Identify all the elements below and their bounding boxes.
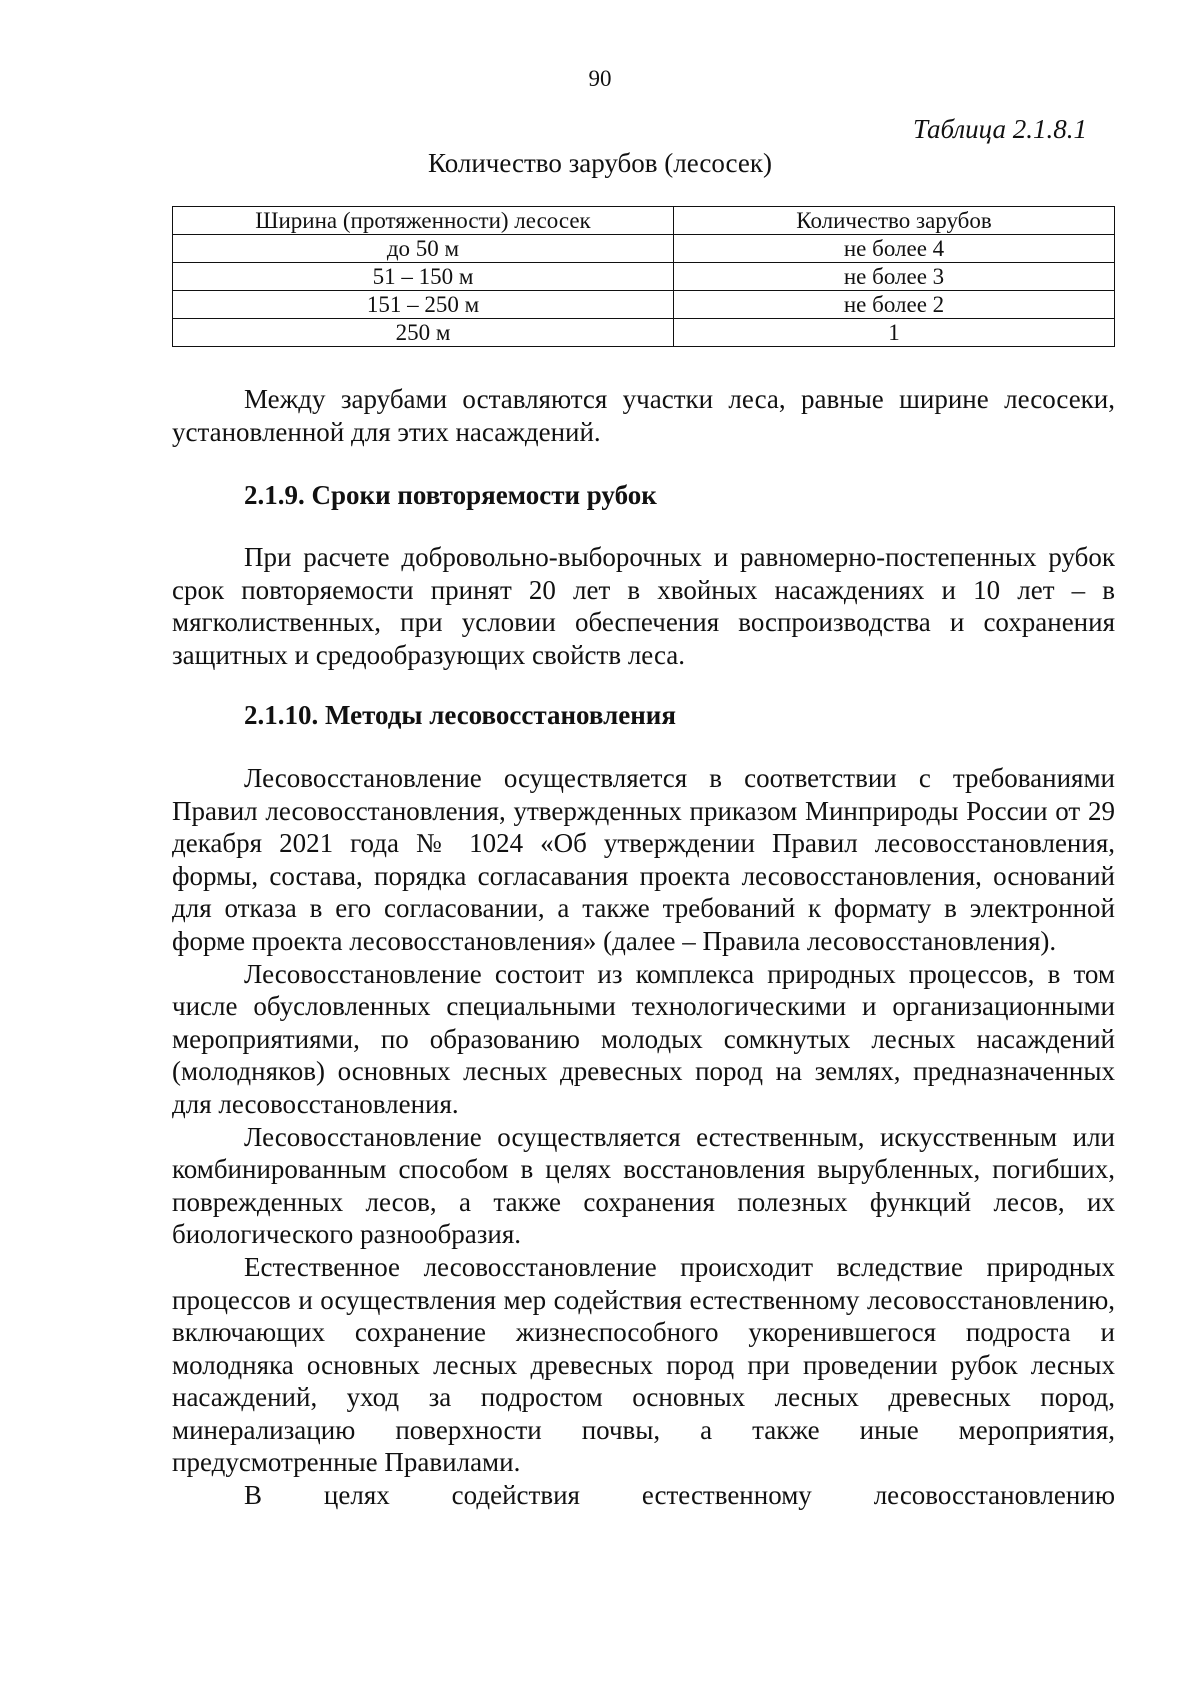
table-row (173, 263, 1115, 291)
table-cell-width: 250 м (173, 319, 674, 347)
table-row (173, 319, 1115, 347)
section-2-1-9-body (172, 541, 1115, 671)
page-number: 90 (588, 66, 612, 91)
table-cell-count: 1 (674, 319, 1115, 347)
intro-block (172, 383, 1115, 448)
table-cell-width: 151 – 250 м (173, 291, 674, 319)
table-cell-width: 51 – 150 м (173, 263, 674, 291)
table-header-width: Ширина (протяженности) лесосек (173, 207, 674, 235)
section-2-1-10-body (172, 762, 1115, 1512)
cuttings-table (172, 206, 1115, 347)
section-2-1-9-paragraph: При расчете добровольно-выборочных и равномерно-постепенных рубок срок повторяемости принят 20 лет в хвойных насаждениях и 10 лет – в мягколиственных, при условии обеспечения воспроизводства и сохранения защитных и средообразующих свойств леса. (172, 542, 1115, 670)
table-header-count: Количество зарубов (674, 207, 1115, 235)
table-caption: Количество зарубов (лесосек) (428, 148, 772, 178)
table-cell-count: не более 2 (674, 291, 1115, 319)
body-paragraph: Лесовосстановление осуществляется естественным, искусственным или комбинированным способом в целях восстановления вырубленных, погибших, поврежденных лесов, а также сохранения полезных функций лесов, их биологического разнообразия. (172, 1121, 1115, 1250)
table-cell-count: не более 3 (674, 263, 1115, 291)
body-paragraph: Естественное лесовосстановление происходит вследствие природных процессов и осуществления мер содействия естественному лесовосстановлению, включающих сохранение жизнеспособного укоренившегося подроста и молодняка основных лесных древесных пород при проведении рубок лесных насаждений, уход за подростом основных лесных древесных пород, минерализацию поверхности почвы, а также иные мероприятия, предусмотренные Правилами. (172, 1251, 1115, 1478)
body-paragraph-continued: В целях содействия естественному лесовосстановлению (244, 1480, 1115, 1511)
intro-paragraph: Между зарубами оставляются участки леса, равные ширине лесосеки, установленной для этих насаждений. (172, 384, 1115, 447)
table-label: Таблица 2.1.8.1 (912, 114, 1087, 144)
body-paragraph: Лесовосстановление осуществляется в соответствии с требованиями Правил лесовосстановления, утвержденных приказом Минприроды России от 29 декабря 2021 года № 1024 «Об утверждении Правил лесовосстановления, формы, состава, порядка согласавания проекта лесовосстановления, оснований для отказа в его согласовании, а также требований к формату в электронной форме проекта лесовосстановления» (далее – Правила лесовосстановления). (172, 763, 1115, 956)
table-row (173, 291, 1115, 319)
table-row (173, 235, 1115, 263)
table-cell-width: до 50 м (173, 235, 674, 263)
table-cell-count: не более 4 (674, 235, 1115, 263)
section-heading-2-1-10: 2.1.10. Методы лесовосстановления (244, 700, 676, 730)
section-heading-2-1-9: 2.1.9. Сроки повторяемости рубок (244, 480, 657, 510)
table-header-row (173, 207, 1115, 235)
body-paragraph: Лесовосстановление состоит из комплекса природных процессов, в том числе обусловленных специальными технологическими и организационными мероприятиями, по образованию молодых сомкнутых лесных насаждений (молодняков) основных лесных древесных пород на землях, предназначенных для лесовосстановления. (172, 958, 1115, 1119)
